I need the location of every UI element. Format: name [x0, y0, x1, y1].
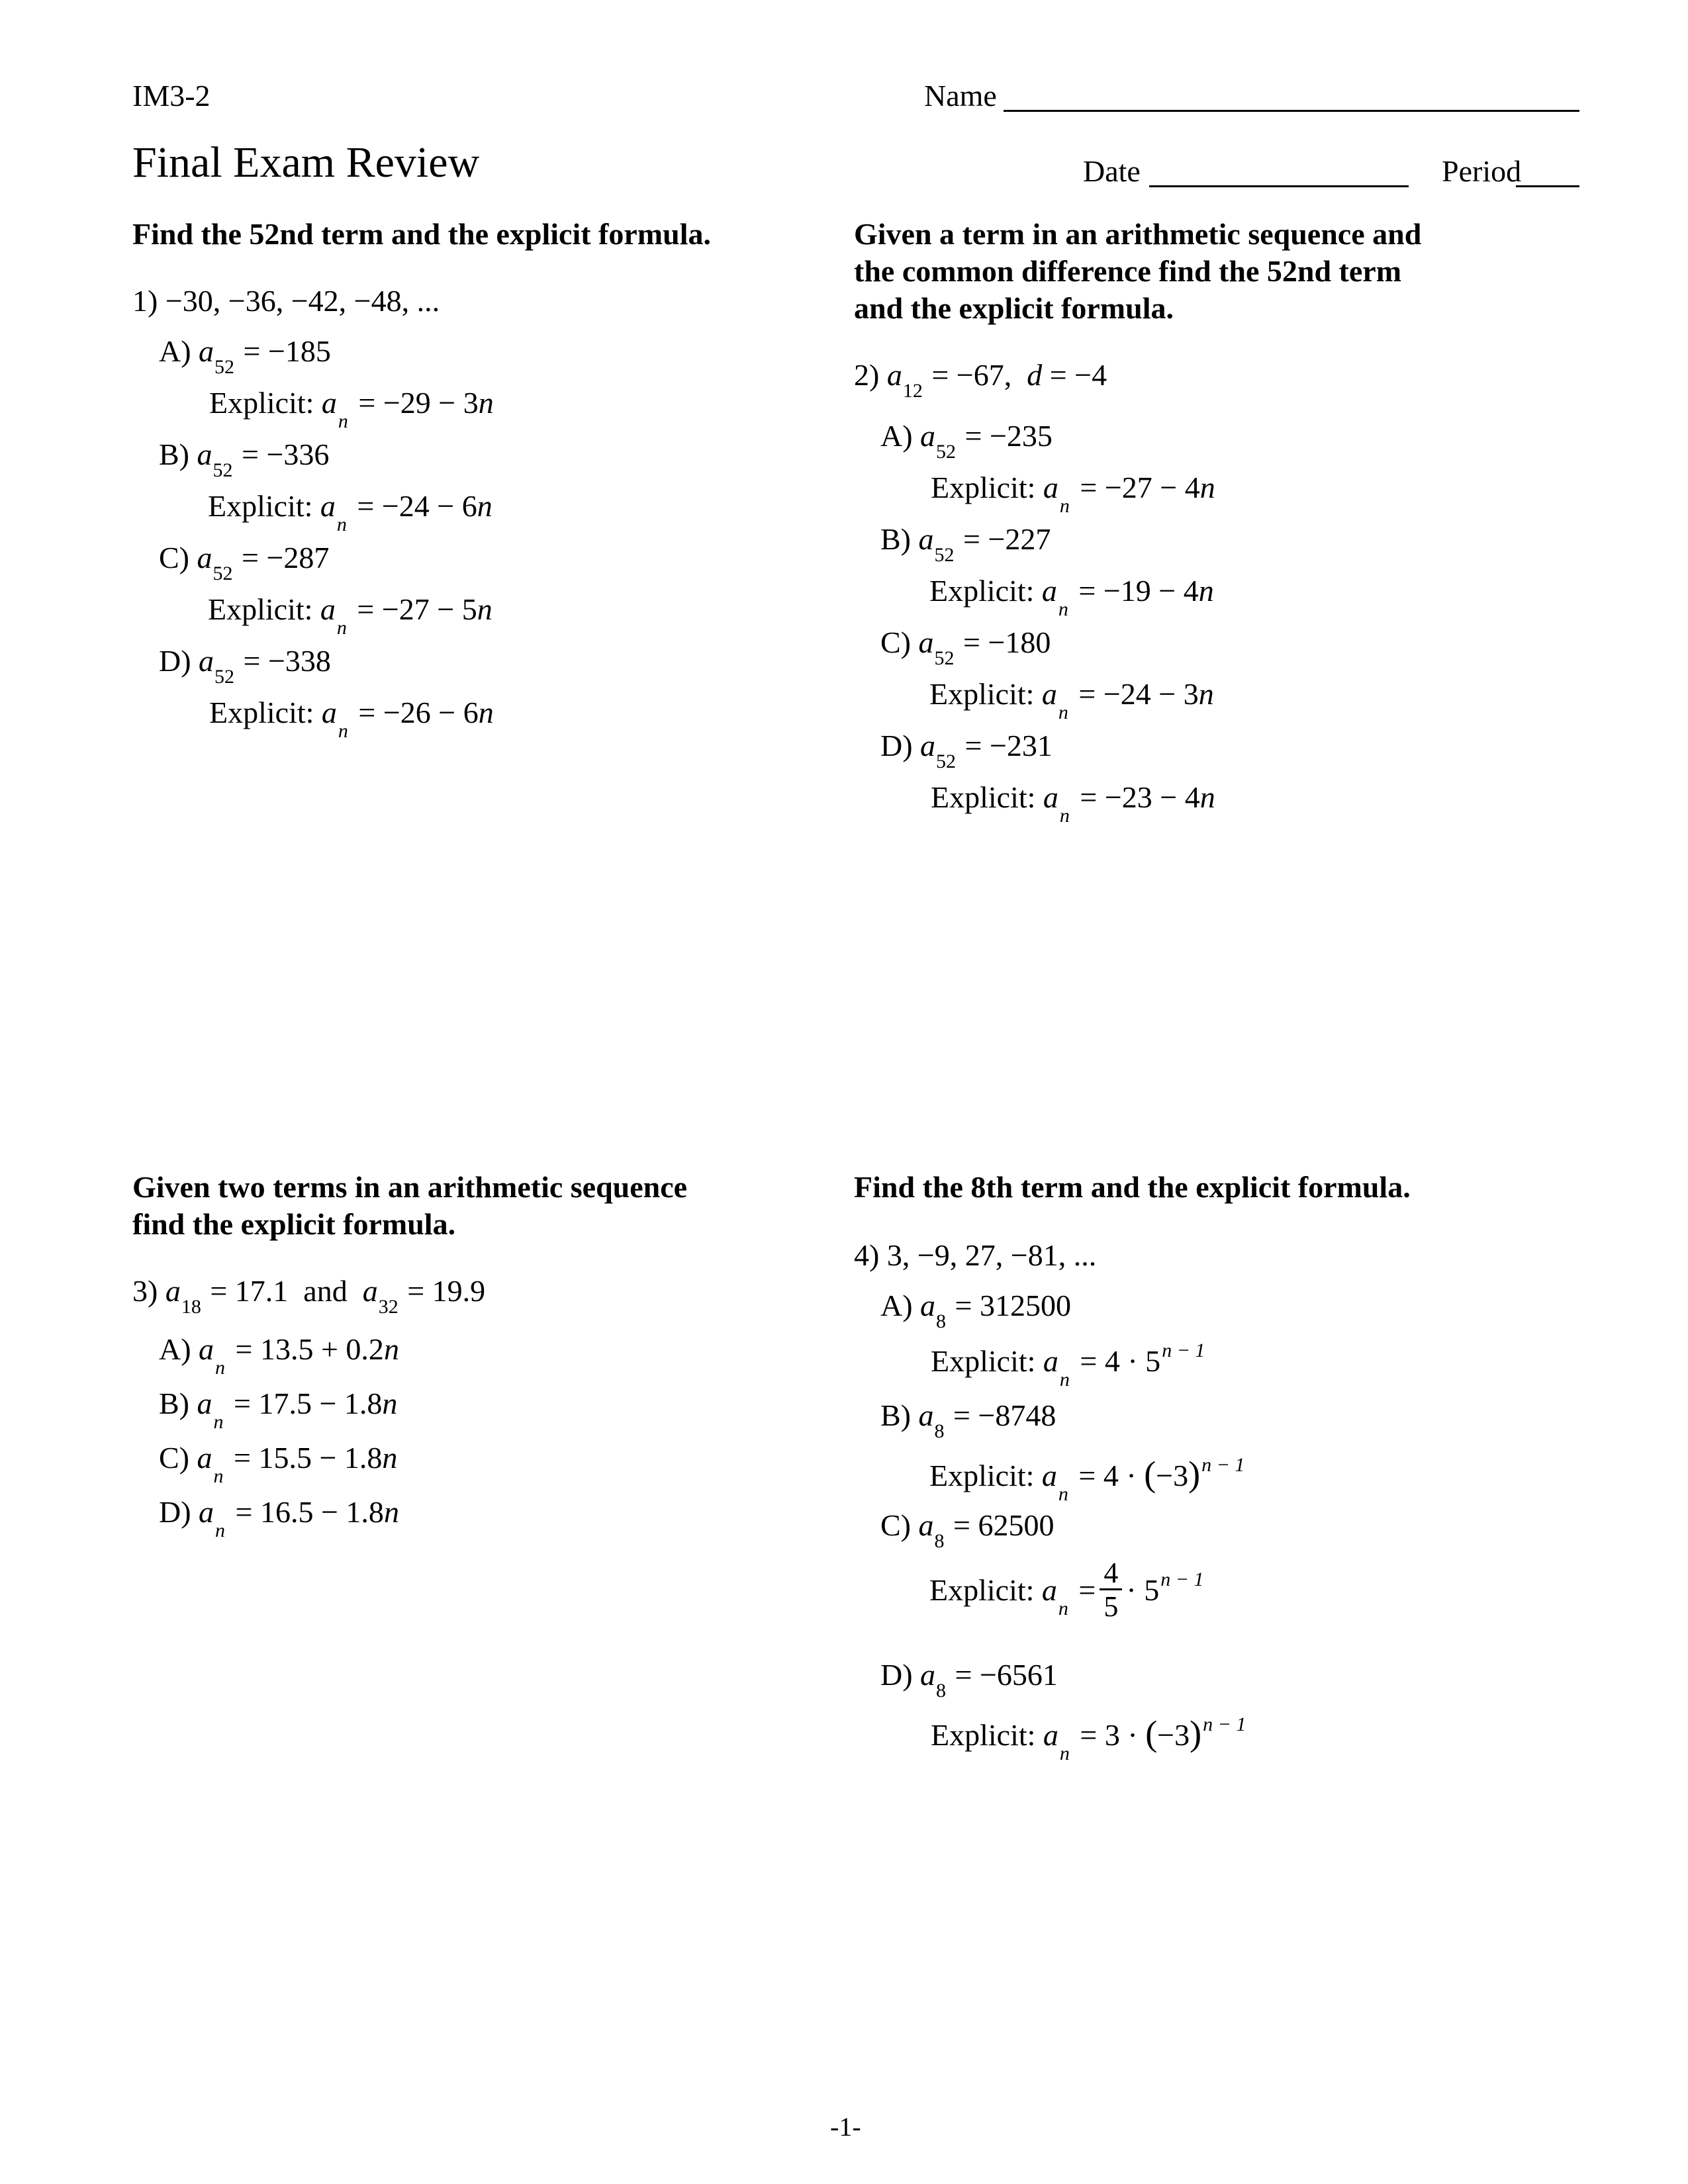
explicit-var: n [1199, 780, 1215, 814]
term-subscript: 52 [214, 666, 235, 688]
term-subscript: 32 [378, 1296, 399, 1318]
problem-number: 3) [132, 1274, 158, 1308]
term-subscript: 8 [934, 1420, 945, 1442]
term-value: = −185 [243, 334, 331, 368]
explicit-formula: = −26 − 6 [358, 696, 479, 729]
explicit-label: Explicit: [208, 592, 313, 626]
choice-4c-explicit: Explicit: $a_n$ = $\frac{4}{5}$ · $5^{n - 1}$ [929, 1557, 1204, 1623]
explicit-var: n [1199, 471, 1215, 504]
term-subscript: 52 [934, 544, 955, 566]
choice-letter: D) [159, 644, 191, 678]
choice-3b[interactable]: B) $a_n = 17.5 - 1.8n$ [159, 1387, 398, 1433]
choice-2d-explicit: Explicit: $a_n = -23 - 4n$ [931, 780, 1215, 827]
term-value: = −336 [242, 437, 330, 471]
given-term-value: = −67, [931, 358, 1012, 392]
exponent: n − 1 [1162, 1340, 1205, 1361]
choice-4d-explicit: Explicit: $a_n = 3 \cdot (-3)^{n - 1}$ [931, 1713, 1246, 1764]
choice-2c[interactable]: C) $a_{52} = -180$ [880, 625, 1051, 669]
term-value: = −338 [243, 644, 331, 678]
section-3-heading [132, 1169, 687, 1243]
choice-2a[interactable]: A) $a_{52} = -235$ [880, 419, 1053, 463]
fraction-denominator: 5 [1103, 1590, 1119, 1623]
formula-value: = 15.5 − 1.8 [234, 1441, 383, 1475]
given-term-value-2: = 19.9 [407, 1274, 486, 1308]
exponent: n − 1 [1203, 1713, 1246, 1735]
explicit-formula: = −29 − 3 [358, 386, 479, 420]
explicit-var: n [1198, 677, 1214, 711]
page-title: Final Exam Review [132, 138, 480, 187]
choice-2c-explicit: Explicit: $a_n = -24 - 3n$ [929, 677, 1214, 723]
given-term-value-1: = 17.1 [210, 1274, 289, 1308]
choice-1a-explicit: Explicit: $a_n = -29 - 3n$ [209, 386, 494, 432]
explicit-var: n [477, 592, 492, 626]
term-subscript: 18 [181, 1296, 201, 1318]
fraction [1100, 1558, 1122, 1623]
exponent: n − 1 [1201, 1454, 1245, 1476]
term-value: = 62500 [953, 1508, 1055, 1542]
explicit-formula: = [1078, 1573, 1096, 1608]
term-subscript: 12 [902, 380, 923, 402]
choice-4b-explicit: Explicit: $a_n = 4 \cdot (-3)^{n - 1}$ [929, 1454, 1245, 1505]
term-subscript: 52 [936, 441, 957, 463]
problem-number: 2) [854, 358, 880, 392]
term-value: = −287 [242, 541, 330, 574]
explicit-var: n [478, 386, 494, 420]
choice-letter: A) [880, 419, 913, 453]
choice-1c-explicit: Explicit: $a_n = -27 - 5n$ [208, 592, 492, 639]
page-number: -1- [830, 2112, 861, 2142]
term-subscript: 52 [214, 356, 235, 378]
choice-letter: C) [880, 625, 911, 659]
exponent: n − 1 [1160, 1569, 1204, 1591]
formula-var: n [383, 1495, 399, 1529]
name-blank[interactable] [1004, 110, 1579, 112]
problem-sequence: −30, −36, −42, −48, ... [165, 284, 440, 318]
formula-var: n [383, 1332, 399, 1366]
fraction-numerator: 4 [1100, 1558, 1122, 1590]
term-value: = −227 [963, 522, 1051, 556]
formula-value: = 16.5 − 1.8 [235, 1495, 384, 1529]
heading-line: Given two terms in an arithmetic sequence [132, 1170, 688, 1204]
choice-letter: C) [159, 1441, 189, 1475]
term-value: = −180 [963, 625, 1051, 659]
explicit-label: Explicit: [931, 471, 1036, 504]
problem-number: 4) [854, 1238, 880, 1272]
formula-var: n [382, 1441, 398, 1475]
choice-letter: A) [159, 1332, 191, 1366]
explicit-label: Explicit: [931, 780, 1036, 814]
and-word: and [303, 1274, 348, 1308]
choice-letter: B) [880, 1398, 911, 1432]
problem-1 [132, 283, 440, 318]
after-fraction: · 5 [1126, 1573, 1160, 1608]
problem-sequence: 3, −9, 27, −81, ... [886, 1238, 1097, 1272]
problem-4 [854, 1238, 1096, 1273]
term-subscript: 8 [934, 1530, 945, 1552]
paren-base: −3 [1157, 1718, 1190, 1752]
explicit-formula: = 4 · [1078, 1459, 1145, 1492]
choice-letter: B) [159, 1387, 189, 1420]
problem-number: 1) [132, 284, 158, 318]
term-subscript: 52 [936, 751, 957, 772]
formula-value: = 17.5 − 1.8 [234, 1387, 383, 1420]
difference-label: d [1027, 358, 1043, 392]
heading-line: find the explicit formula. [132, 1207, 456, 1241]
choice-1d[interactable]: D) $a_{52} = -338$ [159, 644, 331, 688]
choice-letter: D) [880, 1658, 913, 1692]
term-value: = −231 [964, 729, 1053, 762]
explicit-label: Explicit: [929, 1459, 1035, 1492]
term-value: = 312500 [955, 1289, 1071, 1322]
choice-1a[interactable]: A) $a_{52} = -185$ [159, 334, 331, 378]
explicit-formula: = −27 − 4 [1080, 471, 1200, 504]
section-1-heading [132, 216, 711, 253]
explicit-label: Explicit: [208, 489, 313, 523]
choice-1d-explicit: Explicit: $a_n = -26 - 6n$ [209, 696, 494, 742]
formula-value: = 13.5 + 0.2 [235, 1332, 384, 1366]
term-value: = −6561 [955, 1658, 1058, 1692]
choice-3a[interactable]: A) $a_n = 13.5 + 0.2n$ [159, 1332, 399, 1379]
term-subscript: 52 [212, 459, 233, 481]
explicit-label: Explicit: [929, 1573, 1035, 1608]
section-4-heading [854, 1169, 1411, 1206]
choice-1b-explicit: Explicit: $a_n = -24 - 6n$ [208, 489, 492, 535]
choice-4a-explicit: Explicit: $a_n = 4 \cdot 5^{n - 1}$ [931, 1340, 1205, 1390]
explicit-formula: = −19 − 4 [1078, 574, 1199, 608]
explicit-var: n [478, 696, 494, 729]
explicit-formula: = −24 − 3 [1078, 677, 1199, 711]
paren-base: −3 [1156, 1459, 1189, 1492]
choice-letter: D) [159, 1495, 191, 1529]
heading-line: Find the 8th term and the explicit formula. [854, 1170, 1411, 1204]
choice-4d[interactable]: D) $a_8 = -6561$ [880, 1658, 1058, 1702]
explicit-label: Explicit: [209, 696, 314, 729]
explicit-formula: = −24 − 6 [357, 489, 477, 523]
name-label: Name [924, 79, 997, 113]
term-subscript: 52 [934, 647, 955, 669]
explicit-label: Explicit: [209, 386, 314, 420]
term-subscript: 52 [212, 563, 233, 584]
course-code: IM3-2 [132, 79, 211, 113]
explicit-formula: = 4 · 5 [1080, 1344, 1161, 1378]
formula-var: n [382, 1387, 398, 1420]
explicit-label: Explicit: [931, 1344, 1036, 1378]
explicit-formula: = −23 − 4 [1080, 780, 1200, 814]
choice-2b-explicit: Explicit: $a_n = -19 - 4n$ [929, 574, 1214, 620]
period-blank[interactable] [1516, 185, 1579, 187]
heading-line: Given a term in an arithmetic sequence and [854, 217, 1422, 251]
choice-letter: A) [880, 1289, 913, 1322]
explicit-label: Explicit: [931, 1718, 1036, 1752]
problem-2: 2) $a_{12} = -67$, d = −4 [854, 358, 1107, 402]
term-subscript: 8 [936, 1680, 947, 1702]
date-blank[interactable] [1149, 185, 1409, 187]
choice-4c[interactable]: C) $a_8 = 62500$ [880, 1508, 1055, 1552]
choice-3d[interactable]: D) $a_n = 16.5 - 1.8n$ [159, 1495, 399, 1541]
date-label: Date [1083, 154, 1141, 188]
choice-2d[interactable]: D) $a_{52} = -231$ [880, 729, 1053, 772]
term-subscript: 8 [936, 1310, 947, 1332]
section-2-heading [854, 216, 1421, 327]
choice-letter: B) [880, 522, 911, 556]
choice-3c[interactable]: C) $a_n = 15.5 - 1.8n$ [159, 1441, 398, 1487]
term-value: = −235 [964, 419, 1053, 453]
choice-letter: B) [159, 437, 189, 471]
choice-1b[interactable]: B) $a_{52} = -336$ [159, 437, 330, 481]
choice-1c[interactable]: C) $a_{52} = -287$ [159, 541, 330, 584]
choice-letter: C) [159, 541, 189, 574]
heading-line: Find the 52nd term and the explicit formula. [132, 217, 711, 251]
choice-2b[interactable]: B) $a_{52} = -227$ [880, 522, 1051, 566]
choice-2a-explicit: Explicit: $a_n = -27 - 4n$ [931, 471, 1215, 517]
explicit-formula: = 3 · [1080, 1718, 1146, 1752]
explicit-label: Explicit: [929, 677, 1035, 711]
period-label: Period [1442, 154, 1522, 188]
explicit-formula: = −27 − 5 [357, 592, 477, 626]
problem-3: 3) $a_{18} = 17.1$ and $a_{32} = 19.9$ [132, 1274, 486, 1318]
choice-4b[interactable]: B) $a_8 = -8748$ [880, 1398, 1056, 1442]
choice-4a[interactable]: A) $a_8 = 312500$ [880, 1289, 1071, 1332]
term-value: = −8748 [953, 1398, 1056, 1432]
choice-letter: A) [159, 334, 191, 368]
choice-letter: D) [880, 729, 913, 762]
explicit-label: Explicit: [929, 574, 1035, 608]
explicit-var: n [477, 489, 492, 523]
heading-line: and the explicit formula. [854, 291, 1174, 325]
choice-letter: C) [880, 1508, 911, 1542]
explicit-var: n [1198, 574, 1214, 608]
difference-value: = −4 [1049, 358, 1107, 392]
heading-line: the common difference find the 52nd term [854, 254, 1402, 288]
